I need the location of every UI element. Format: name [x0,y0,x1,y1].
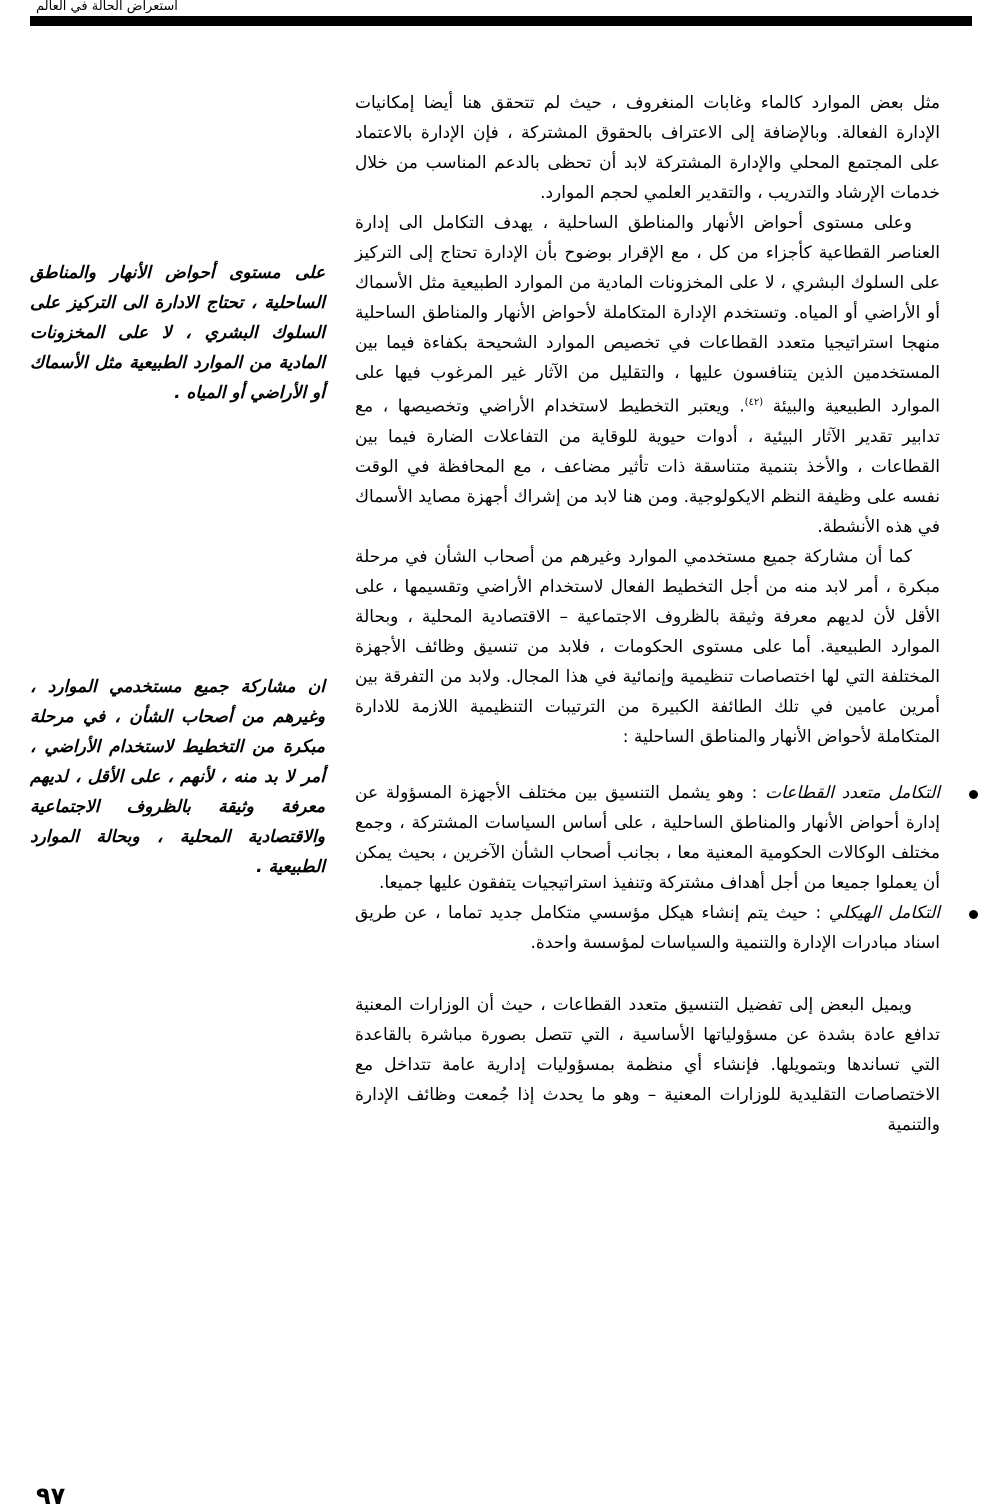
page-number: ٩٧ [36,1482,66,1510]
paragraph-2-part-b: . ويعتبر التخطيط لاستخدام الأراضي وتخصيصها ، مع تدابير تقدير الآثار البيئية ، أدوات حيوية للوقاية من التفاعلات الضارة فيما بين القطاعات ، والأخذ بتنمية متناسقة ذات تأثير مضاعف ، مع المحافظة في الوقت نفسه على وظيفة النظم الايكولوجية. ومن هنا لابد من إشراك أجهزة مصايد الأسماك في هذه الأنشطة. [355,396,940,537]
bullet-list [355,778,940,958]
footnote-reference: (٤٢) [744,397,764,408]
margin-note-2: ان مشاركة جميع مستخدمي الموارد ، وغيرهم من أصحاب الشأن ، في مرحلة مبكرة من التخطيط لاستخدام الأراضي ، أمر لا بد منه ، لأنهم ، على الأقل ، لديهم معرفة وثيقة بالظروف الاجتماعية والاقتصادية المحلية ، وبحالة الموارد الطبيعية . [30,677,325,877]
bullet-text: : وهو يشمل التنسيق بين مختلف الأجهزة المسؤولة عن إدارة أحواض الأنهار والمناطق الساحلية ، على أساس السياسات المشتركة ، وجمع مختلف الوكالات الحكومية المعنية معا ، بجانب أصحاب الشأن الآخرين ، بحيث يمكن أن يعملوا جميعا من أجل أهداف مشتركة وتنفيذ استراتيجيات يتفقون عليها جميعا. [355,782,940,893]
main-text-column [355,88,940,1140]
margin-note-1: على مستوى أحواض الأنهار والمناطق الساحلية ، تحتاج الادارة الى التركيز على السلوك البشري ، لا على المخزونات المادية من الموارد الطبيعية مثل الأسماك أو الأراضي أو المياه . [30,263,325,403]
bullet-text: : حيث يتم إنشاء هيكل مؤسسي متكامل جديد تماما ، عن طريق اسناد مبادرات الإدارة والتنمية والسياسات لمؤسسة واحدة. [355,902,940,953]
bullet-item [355,898,940,958]
header-rule [30,16,972,26]
paragraph-1: مثل بعض الموارد كالماء وغابات المنغروف ، حيث لم تتحقق هنا أيضا إمكانيات الإدارة الفعالة. وبالإضافة إلى الاعتراف بالحقوق المشتركة ، فإن الإدارة بالاعتماد على المجتمع المحلي والإدارة المشتركة لابد أن تحظى بالدعم المناسب من خلال خدمات الإرشاد والتدريب ، والتقدير العلمي لحجم الموارد. [355,93,940,203]
paragraph-4: ويميل البعض إلى تفضيل التنسيق متعدد القطاعات ، حيث أن الوزارات المعنية تدافع عادة بشدة عن مسؤولياتها الأساسية ، التي تتصل بصورة مباشرة بالقاعدة التي تساندها وبتمويلها. فإنشاء أي منظمة بمسؤوليات إدارية عامة تتداخل مع الاختصاصات التقليدية للوزارات المعنية – وهو ما يحدث إذا جُمعت وظائف الإدارة والتنمية [355,994,940,1135]
paragraph-3: كما أن مشاركة جميع مستخدمي الموارد وغيرهم من أصحاب الشأن في مرحلة مبكرة ، أمر لابد منه من أجل التخطيط الفعال لاستخدام الأراضي وتقسيمها ، على الأقل لأن لديهم معرفة وثيقة بالظروف الاجتماعية – الاقتصادية المحلية ، وبحالة الموارد الطبيعية. أما على مستوى الحكومات ، فلابد من تنسيق وظائف الأجهزة المختلفة التي لها اختصاصات تنظيمية وإنمائية في هذا المجال. ولابد من التفرقة بين أمرين عامين في تلك الطائفة الكبيرة من الترتيبات التنظيمية اللازمة للادارة المتكاملة لأحواض الأنهار والمناطق الساحلية : [355,546,940,747]
bullet-item [355,778,940,898]
bullet-term: التكامل الهيكلي [828,902,940,923]
paragraph-2-part-a: وعلى مستوى أحواض الأنهار والمناطق الساحلية ، يهدف التكامل الى إدارة العناصر القطاعية كأجزاء من كل ، مع الإقرار بوضوح بأن الإدارة تحتاج إلى التركيز على السلوك البشري ، لا على المخزونات المادية من الموارد الطبيعية مثل الأسماك أو الأراضي أو المياه. وتستخدم الإدارة المتكاملة لأحواض الأنهار والمناطق الساحلية منهجا استراتيجيا متعدد القطاعات في تخصيص الموارد الشحيحة بكفاءة فيما بين المستخدمين الذين يتنافسون عليها ، والتقليل من الآثار غير المرغوب فيها على الموارد الطبيعية والبيئة [355,213,940,417]
bullet-icon [969,910,978,919]
paragraph-2 [355,208,940,542]
bullet-term: التكامل متعدد القطاعات [765,782,940,803]
bullet-icon [969,790,978,799]
running-title: استعراض الحالة في العالم [36,0,178,14]
